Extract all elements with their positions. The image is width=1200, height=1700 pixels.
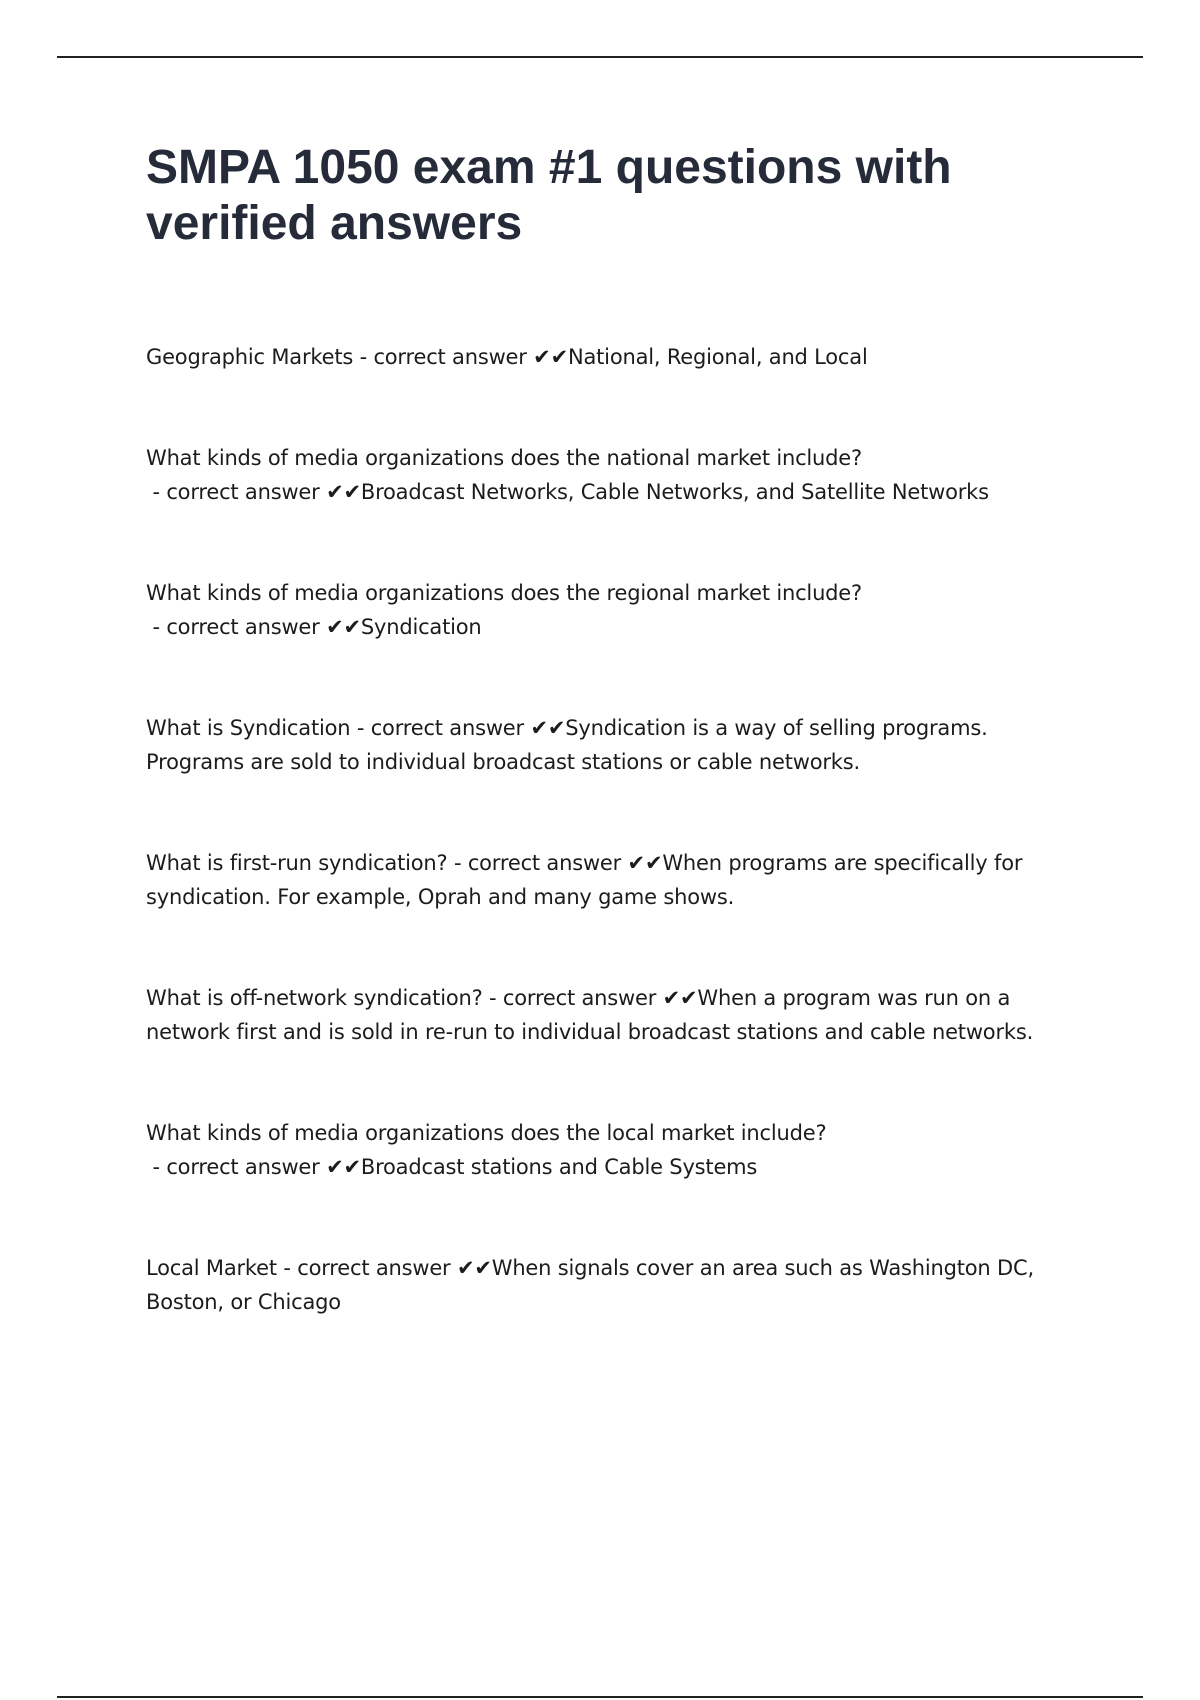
- question-text: What is off-network syndication?: [146, 986, 483, 1010]
- answer-separator: - correct answer: [350, 716, 531, 740]
- check-mark-icon: ✔✔: [326, 615, 361, 639]
- check-mark-icon: ✔✔: [627, 851, 663, 875]
- qa-item: [146, 1116, 1086, 1184]
- answer-separator: - correct answer: [276, 1256, 457, 1280]
- check-mark-icon: ✔✔: [456, 1256, 492, 1280]
- check-mark-icon: ✔✔: [326, 1155, 361, 1179]
- qa-item: [146, 981, 1086, 1049]
- qa-item: [146, 1251, 1086, 1319]
- qa-item: [146, 846, 1086, 914]
- check-mark-icon: ✔✔: [326, 480, 361, 504]
- qa-item: [146, 576, 1086, 644]
- qa-item: [146, 340, 1086, 374]
- question-text: What is first-run syndication?: [146, 851, 448, 875]
- question-text: Local Market: [146, 1256, 277, 1280]
- qa-item: [146, 711, 1086, 779]
- check-mark-icon: ✔✔: [533, 345, 568, 369]
- question-text: What kinds of media organizations does the local market include?: [146, 1121, 827, 1145]
- answer-separator: - correct answer: [353, 345, 534, 369]
- answer-separator: - correct answer: [146, 1155, 327, 1179]
- qa-list: [146, 340, 1086, 1319]
- answer-text: Syndication is a way of selling programs. Programs are sold to individual broadcast stations or cable networks.: [146, 716, 988, 774]
- check-mark-icon: ✔✔: [662, 986, 698, 1010]
- document-title: SMPA 1050 exam #1 questions with verified answers: [146, 141, 952, 250]
- answer-text: When a program was run on a network first and is sold in re-run to individual broadcast stations and cable networks.: [146, 986, 1034, 1044]
- answer-text: When signals cover an area such as Washington DC, Boston, or Chicago: [146, 1256, 1034, 1314]
- question-text: What kinds of media organizations does the national market include?: [146, 446, 862, 470]
- document-body: [146, 140, 1086, 1386]
- question-text: Geographic Markets: [146, 345, 354, 369]
- bottom-rule: [57, 1696, 1143, 1698]
- answer-separator: - correct answer: [146, 615, 327, 639]
- answer-text: Syndication: [360, 615, 482, 639]
- qa-item: [146, 441, 1086, 509]
- top-rule: [57, 56, 1143, 58]
- answer-text: Broadcast Networks, Cable Networks, and Satellite Networks: [360, 480, 989, 504]
- check-mark-icon: ✔✔: [530, 716, 566, 740]
- answer-text: Broadcast stations and Cable Systems: [360, 1155, 758, 1179]
- answer-separator: - correct answer: [146, 480, 327, 504]
- answer-text: When programs are specifically for syndication. For example, Oprah and many game shows.: [146, 851, 1023, 909]
- answer-text: National, Regional, and Local: [567, 345, 868, 369]
- answer-separator: - correct answer: [482, 986, 663, 1010]
- answer-separator: - correct answer: [447, 851, 628, 875]
- question-text: What kinds of media organizations does the regional market include?: [146, 581, 862, 605]
- question-text: What is Syndication: [146, 716, 351, 740]
